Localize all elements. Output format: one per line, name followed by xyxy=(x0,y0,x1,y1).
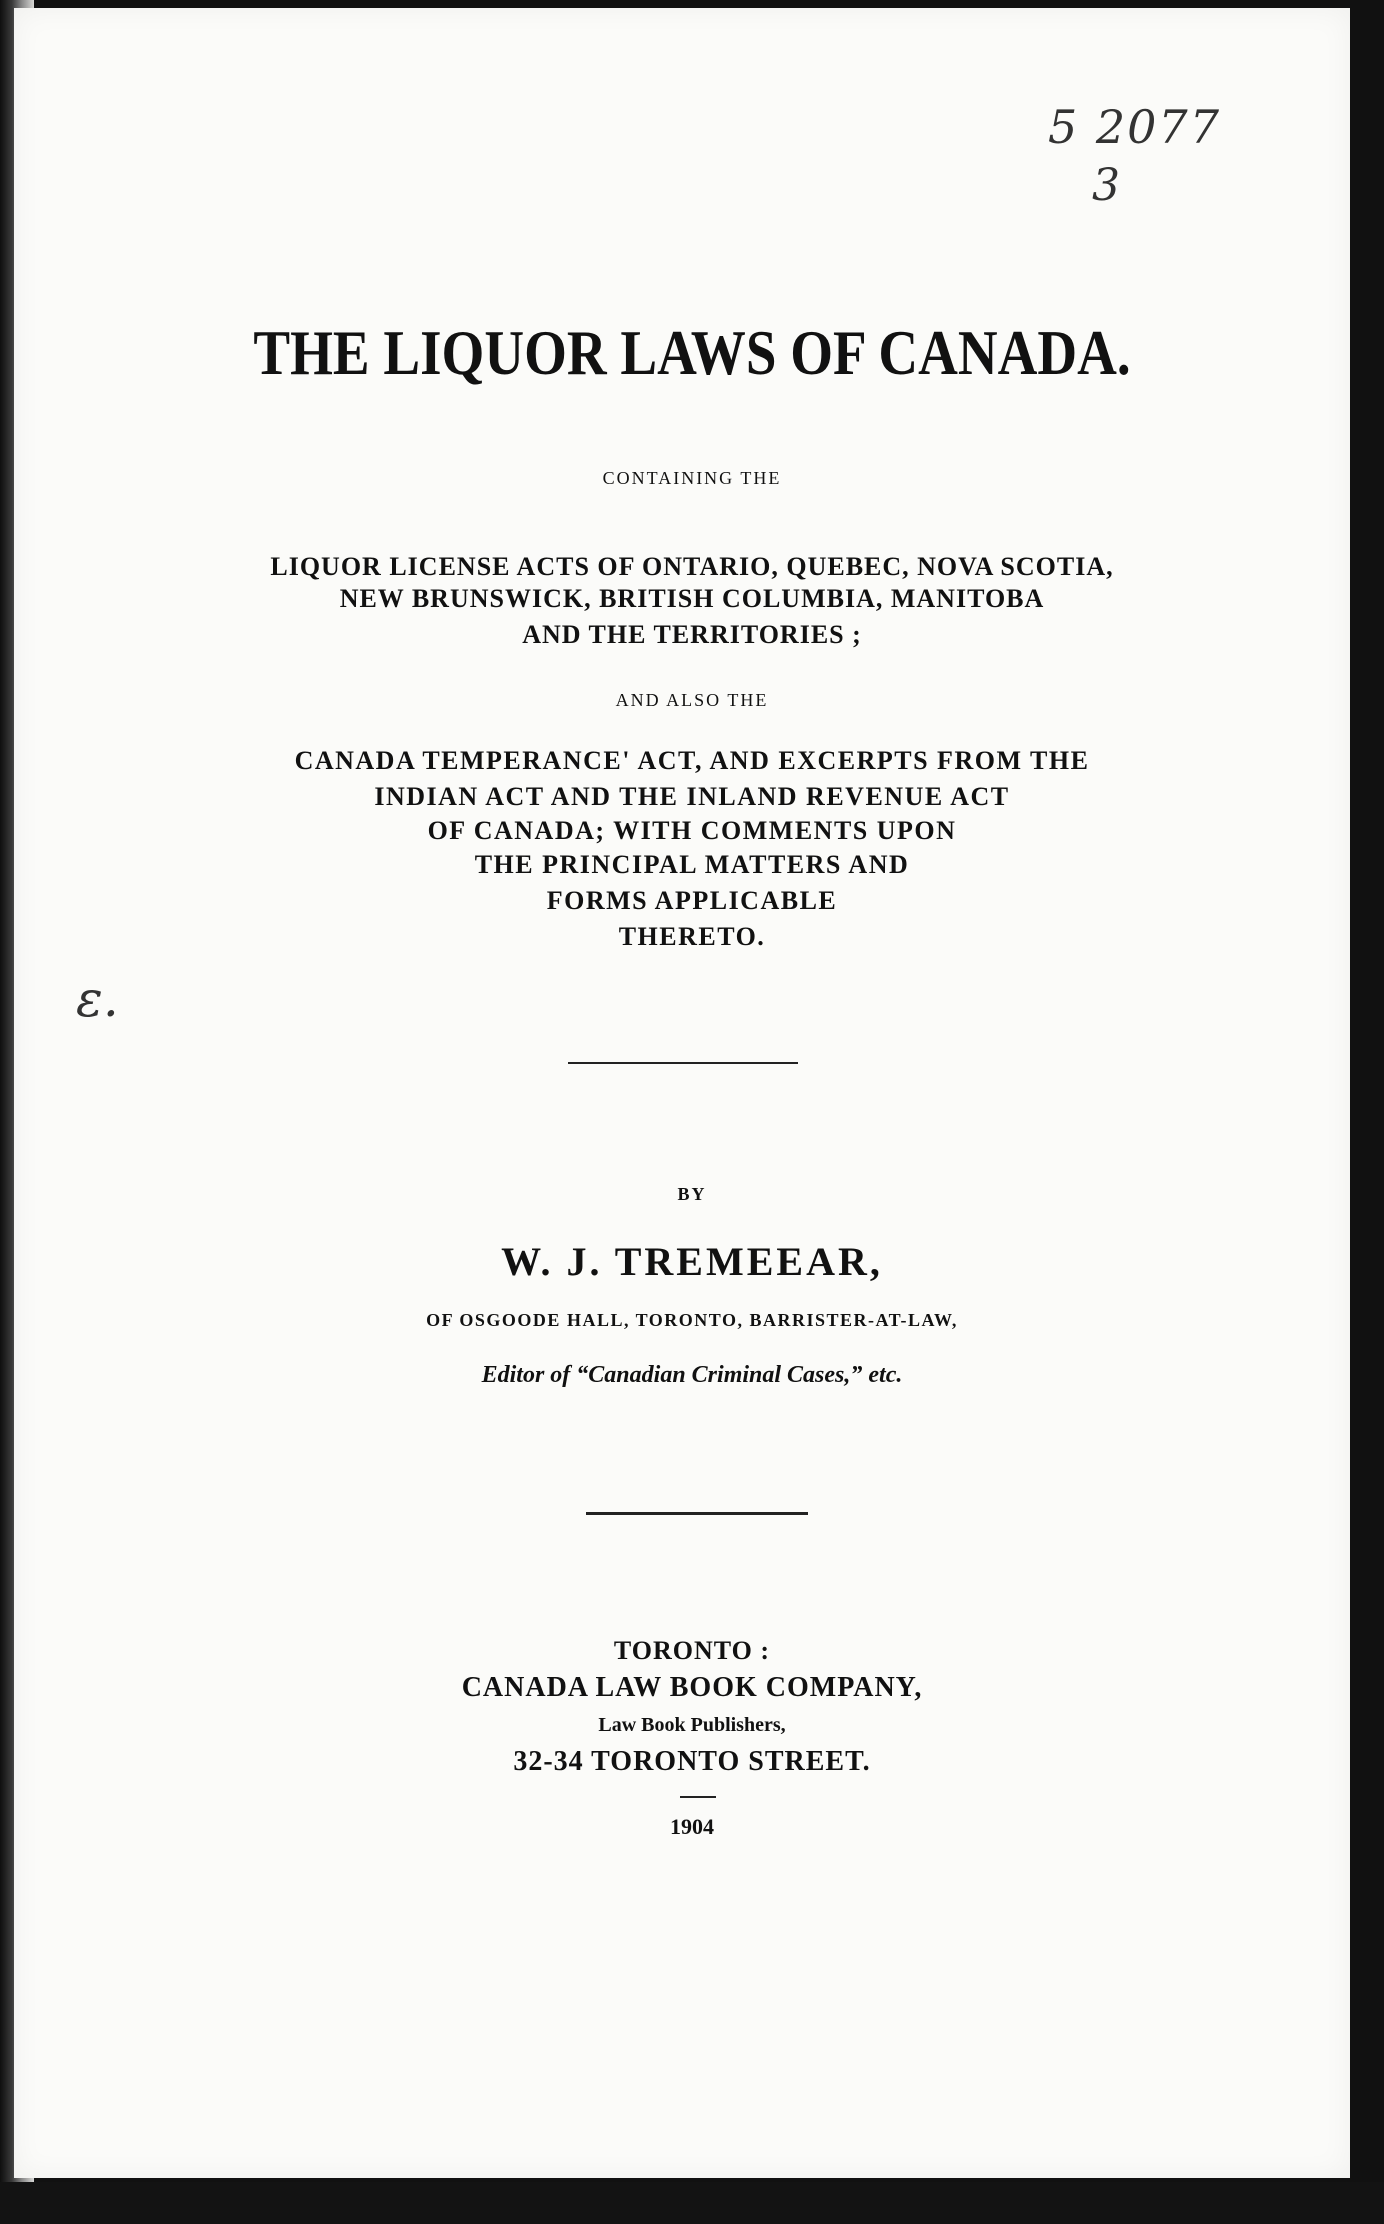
temperance-line: OF CANADA; WITH COMMENTS UPON xyxy=(427,816,957,845)
handwritten-catalog-number: 5 2077 xyxy=(1048,100,1221,154)
author-credit: Editor of “Canadian Criminal Cases,” etc. xyxy=(481,1362,903,1388)
temperance-line: CANADA TEMPERANCE' ACT, AND EXCERPTS FROM THE xyxy=(294,746,1090,775)
year-rule xyxy=(680,1796,716,1798)
imprint-address: 32-34 TORONTO STREET. xyxy=(513,1746,871,1777)
temperance-line: INDIAN ACT AND THE INLAND REVENUE ACT xyxy=(374,782,1010,811)
temperance-line: THERETO. xyxy=(618,922,766,951)
imprint-city: TORONTO : xyxy=(613,1636,771,1665)
page-title: THE LIQUOR LAWS OF CANADA. xyxy=(253,317,1131,388)
acts-line: AND THE TERRITORIES ; xyxy=(522,620,862,649)
handwritten-volume-number: 3 xyxy=(1092,160,1120,211)
imprint-publisher-role: Law Book Publishers, xyxy=(598,1714,786,1736)
acts-line: LIQUOR LICENSE ACTS OF ONTARIO, QUEBEC, NOVA SCOTIA, xyxy=(270,552,1114,581)
imprint-year: 1904 xyxy=(670,1814,714,1839)
author-name: W. J. TREMEEAR, xyxy=(501,1239,883,1284)
acts-line: NEW BRUNSWICK, BRITISH COLUMBIA, MANITOBA xyxy=(339,584,1045,613)
handwritten-margin-mark: ε. xyxy=(76,970,119,1028)
by-label: BY xyxy=(677,1184,707,1204)
connector-text: AND ALSO THE xyxy=(615,690,769,710)
scan-bottom-edge xyxy=(0,2182,1384,2224)
divider-rule xyxy=(586,1512,808,1515)
imprint-publisher: CANADA LAW BOOK COMPANY, xyxy=(461,1672,923,1703)
author-affiliation: OF OSGOODE HALL, TORONTO, BARRISTER-AT-LAW, xyxy=(426,1310,958,1330)
temperance-line: THE PRINCIPAL MATTERS AND xyxy=(474,850,910,879)
temperance-line: FORMS APPLICABLE xyxy=(546,886,838,915)
divider-rule xyxy=(568,1062,798,1064)
subtitle-intro: CONTAINING THE xyxy=(602,468,782,488)
